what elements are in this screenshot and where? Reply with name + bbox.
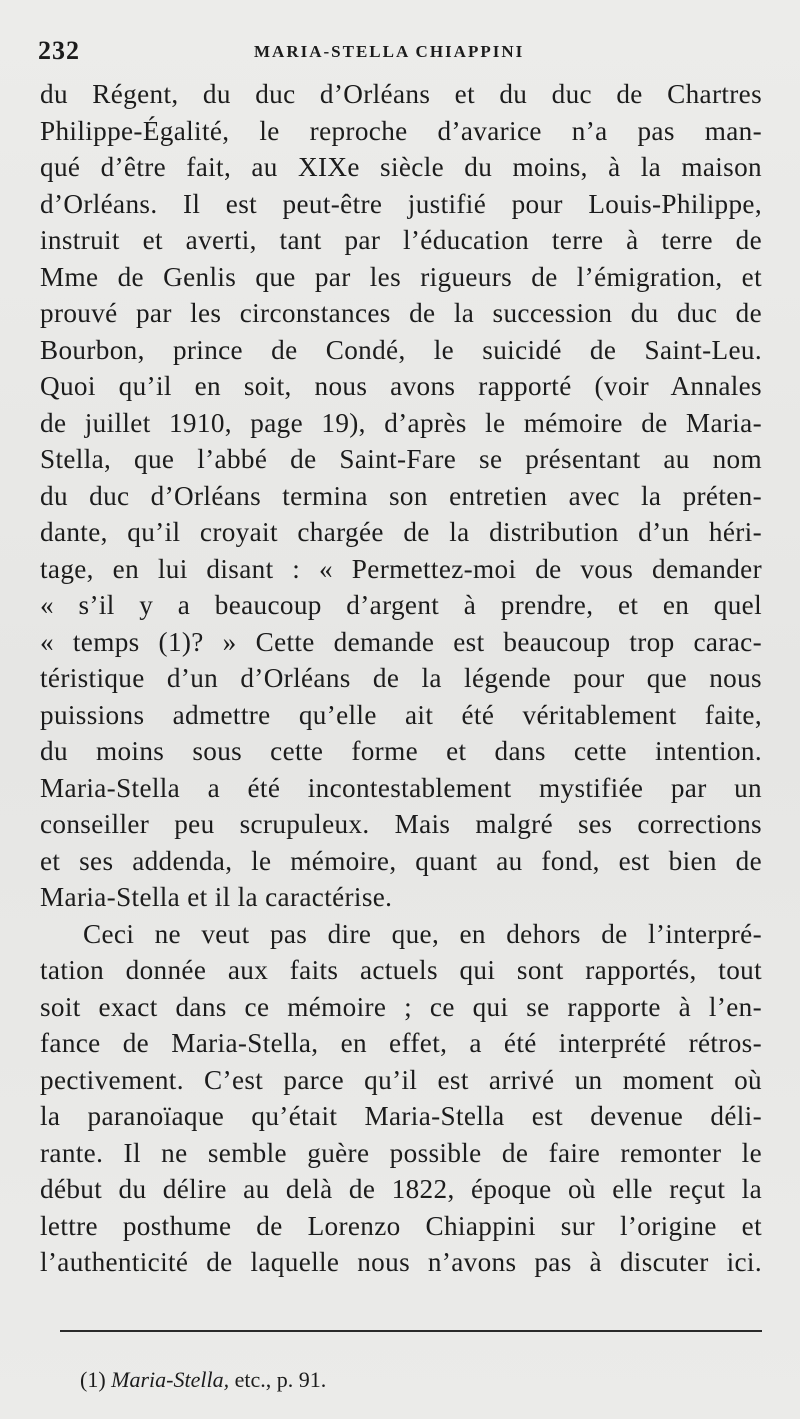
body-text xyxy=(40,76,762,1281)
text-line: conseiller peu scrupuleux. Mais malgré ses corrections xyxy=(40,809,762,839)
text-line: tation donnée aux faits actuels qui sont rapportés, tout xyxy=(40,955,762,985)
text-line: dante, qu’il croyait chargée de la distribution d’un héri- xyxy=(40,517,762,547)
text-line: Mme de Genlis que par les rigueurs de l’émigration, et xyxy=(40,261,762,292)
text-line: du Régent, du duc d’Orléans et du duc de Chartres xyxy=(40,79,762,109)
text-line: « temps (1)? » Cette demande est beaucoup trop carac- xyxy=(40,626,762,657)
text-line: rante. Il ne semble guère possible de faire remonter le xyxy=(40,1137,762,1168)
running-head: MARIA-STELLA CHIAPPINI xyxy=(254,42,525,61)
text-line: et ses addenda, le mémoire, quant au fond, est bien de xyxy=(40,845,762,876)
text-line: Ceci ne veut pas dire que, en dehors de l’interpré- xyxy=(83,918,762,949)
text-line: du moins sous cette forme et dans cette intention. xyxy=(40,736,762,766)
footnote-rule xyxy=(60,1330,762,1332)
text-line: Maria-Stella et il la caractérise. xyxy=(40,882,393,912)
text-line: du duc d’Orléans termina son entretien avec la préten- xyxy=(40,480,762,511)
text-line: d’Orléans. Il est peut-être justifié pour Louis-Philippe, xyxy=(40,188,762,219)
text-line: Philippe-Égalité, le reproche d’avarice n’a pas man- xyxy=(40,115,762,146)
text-line: la paranoïaque qu’était Maria-Stella est devenue déli- xyxy=(40,1101,762,1131)
text-line: qué d’être fait, au XIXe siècle du moins, à la maison xyxy=(40,152,762,182)
footnote-title: Maria-Stella, xyxy=(111,1367,230,1392)
page-header xyxy=(38,36,760,66)
footnote-text: etc., p. 91. xyxy=(234,1367,327,1392)
text-line: tage, en lui disant : « Permettez-moi de vous demander xyxy=(40,553,762,584)
text-line: soit exact dans ce mémoire ; ce qui se rapporte à l’en- xyxy=(40,991,762,1022)
text-line: puissions admettre qu’elle ait été véritablement faite, xyxy=(40,699,762,730)
page-number: 232 xyxy=(38,36,80,65)
text-line: Stella, que l’abbé de Saint-Fare se présentant au nom xyxy=(40,444,762,474)
text-line: début du délire au delà de 1822, époque où elle reçut la xyxy=(40,1174,762,1204)
text-line: pectivement. C’est parce qu’il est arrivé un moment où xyxy=(40,1064,762,1095)
text-line: prouvé par les circonstances de la succession du duc de xyxy=(40,298,762,328)
text-line: Bourbon, prince de Condé, le suicidé de Saint-Leu. xyxy=(40,334,762,365)
footnote xyxy=(80,1366,326,1394)
text-line: Maria-Stella a été incontestablement mystifiée par un xyxy=(40,772,762,803)
text-line: Quoi qu’il en soit, nous avons rapporté (voir Annales xyxy=(40,371,762,401)
text-line: de juillet 1910, page 19), d’après le mémoire de Maria- xyxy=(40,407,762,438)
text-line: l’authenticité de laquelle nous n’avons pas à discuter ici. xyxy=(40,1247,762,1277)
text-line: « s’il y a beaucoup d’argent à prendre, et en quel xyxy=(40,590,762,620)
text-line: lettre posthume de Lorenzo Chiappini sur l’origine et xyxy=(40,1210,762,1241)
text-line: téristique d’un d’Orléans de la légende pour que nous xyxy=(40,663,762,693)
footnote-marker: (1) xyxy=(80,1367,106,1392)
text-line: instruit et averti, tant par l’éducation terre à terre de xyxy=(40,225,762,255)
text-line: fance de Maria-Stella, en effet, a été interprété rétros- xyxy=(40,1028,762,1058)
